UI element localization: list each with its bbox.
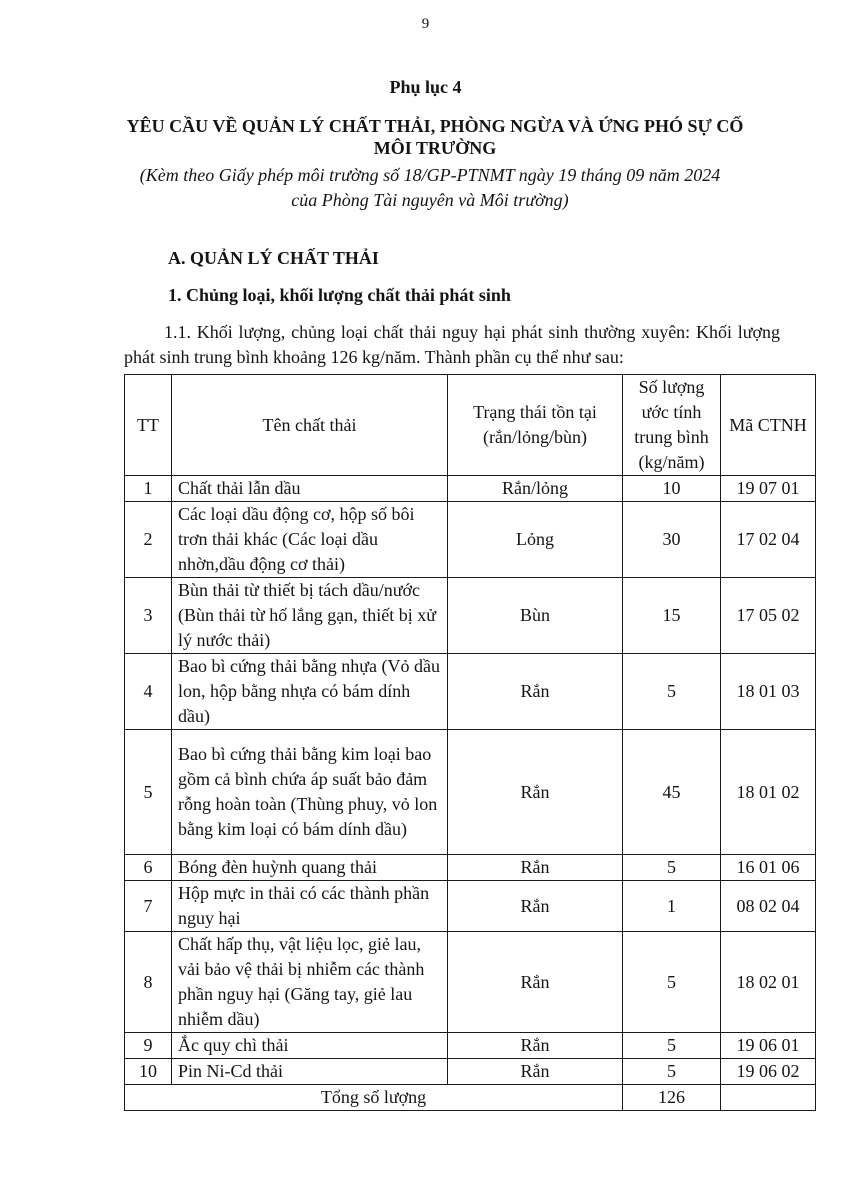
section-heading: A. QUẢN LÝ CHẤT THẢI [168, 248, 379, 268]
table-row [125, 476, 816, 502]
cell-state: Rắn [448, 932, 623, 1033]
cell-state: Rắn [448, 855, 623, 881]
cell-name: Chất thải lẫn dầu [172, 476, 448, 502]
cell-tt: 4 [125, 654, 172, 730]
intro-paragraph: 1.1. Khối lượng, chủng loại chất thải nguy hại phát sinh thường xuyên: Khối lượng phát sinh trung bình khoảng 126 kg/năm. Thành phần cụ thể như sau: [124, 322, 780, 367]
cell-quantity: 5 [623, 654, 721, 730]
cell-quantity: 45 [623, 730, 721, 855]
cell-state: Rắn [448, 1059, 623, 1085]
cell-name: Bùn thải từ thiết bị tách dầu/nước (Bùn thải từ hố lắng gạn, thiết bị xử lý nước thải) [172, 578, 448, 654]
cell-state: Rắn [448, 654, 623, 730]
cell-quantity: 30 [623, 502, 721, 578]
cell-name: Các loại dầu động cơ, hộp số bôi trơn thải khác (Các loại dầu nhờn,dầu động cơ thải) [172, 502, 448, 578]
cell-code: 18 02 01 [721, 932, 816, 1033]
cell-code: 17 02 04 [721, 502, 816, 578]
cell-quantity: 5 [623, 1059, 721, 1085]
cell-state: Lỏng [448, 502, 623, 578]
cell-code: 19 06 01 [721, 1033, 816, 1059]
cell-tt: 2 [125, 502, 172, 578]
total-label: Tổng số lượng [125, 1085, 623, 1111]
document-title: YÊU CẦU VỀ QUẢN LÝ CHẤT THẢI, PHÒNG NGỪA VÀ ỨNG PHÓ SỰ CỐ MÔI TRƯỜNG [126, 116, 744, 158]
cell-tt: 5 [125, 730, 172, 855]
table-row [125, 881, 816, 932]
document-subtitle [80, 163, 780, 213]
cell-tt: 1 [125, 476, 172, 502]
table-header-row [125, 375, 816, 476]
header-tt: TT [125, 375, 172, 476]
cell-code: 17 05 02 [721, 578, 816, 654]
cell-state: Rắn/lỏng [448, 476, 623, 502]
total-quantity: 126 [623, 1085, 721, 1111]
table-row [125, 855, 816, 881]
header-code: Mã CTNH [721, 375, 816, 476]
cell-name: Bao bì cứng thải bằng nhựa (Vỏ dầu lon, hộp bằng nhựa có bám dính dầu) [172, 654, 448, 730]
cell-code: 18 01 03 [721, 654, 816, 730]
cell-name: Hộp mực in thải có các thành phần nguy hại [172, 881, 448, 932]
subtitle-line-1: (Kèm theo Giấy phép môi trường số 18/GP-PTNMT ngày 19 tháng 09 năm 2024 [139, 165, 721, 185]
total-code [721, 1085, 816, 1111]
cell-quantity: 5 [623, 932, 721, 1033]
cell-quantity: 1 [623, 881, 721, 932]
cell-state: Rắn [448, 1033, 623, 1059]
cell-name: Ắc quy chì thải [172, 1033, 448, 1059]
cell-code: 08 02 04 [721, 881, 816, 932]
cell-quantity: 5 [623, 1033, 721, 1059]
cell-state: Bùn [448, 578, 623, 654]
cell-quantity: 10 [623, 476, 721, 502]
cell-name: Bóng đèn huỳnh quang thải [172, 855, 448, 881]
cell-state: Rắn [448, 730, 623, 855]
cell-name: Pin Ni-Cd thải [172, 1059, 448, 1085]
header-state: Trạng thái tồn tại (rắn/lỏng/bùn) [448, 375, 623, 476]
cell-name: Chất hấp thụ, vật liệu lọc, giẻ lau, vải bảo vệ thải bị nhiễm các thành phần nguy hại (Găng tay, giẻ lau nhiễm dầu) [172, 932, 448, 1033]
header-name: Tên chất thải [172, 375, 448, 476]
table-row [125, 1033, 816, 1059]
header-quantity: Số lượng ước tính trung bình (kg/năm) [623, 375, 721, 476]
table-row [125, 502, 816, 578]
page-number: 9 [421, 16, 430, 32]
cell-quantity: 15 [623, 578, 721, 654]
cell-code: 19 07 01 [721, 476, 816, 502]
cell-state: Rắn [448, 881, 623, 932]
cell-name: Bao bì cứng thải bằng kim loại bao gồm cả bình chứa áp suất bảo đảm rỗng hoàn toàn (Thùng phuy, vỏ lon bằng kim loại có bám dính dầu) [172, 730, 448, 855]
cell-tt: 7 [125, 881, 172, 932]
table-row [125, 730, 816, 855]
table-row [125, 654, 816, 730]
table-row [125, 932, 816, 1033]
subtitle-line-2: của Phòng Tài nguyên và Môi trường) [291, 190, 569, 210]
cell-tt: 3 [125, 578, 172, 654]
cell-quantity: 5 [623, 855, 721, 881]
cell-tt: 9 [125, 1033, 172, 1059]
hazardous-waste-table [124, 374, 816, 1111]
subsection-heading: 1. Chủng loại, khối lượng chất thải phát sinh [168, 285, 511, 305]
appendix-title: Phụ lục 4 [389, 77, 462, 97]
cell-tt: 6 [125, 855, 172, 881]
cell-code: 16 01 06 [721, 855, 816, 881]
table-row [125, 578, 816, 654]
cell-tt: 10 [125, 1059, 172, 1085]
cell-code: 19 06 02 [721, 1059, 816, 1085]
cell-tt: 8 [125, 932, 172, 1033]
table-row [125, 1059, 816, 1085]
table-total-row [125, 1085, 816, 1111]
cell-code: 18 01 02 [721, 730, 816, 855]
